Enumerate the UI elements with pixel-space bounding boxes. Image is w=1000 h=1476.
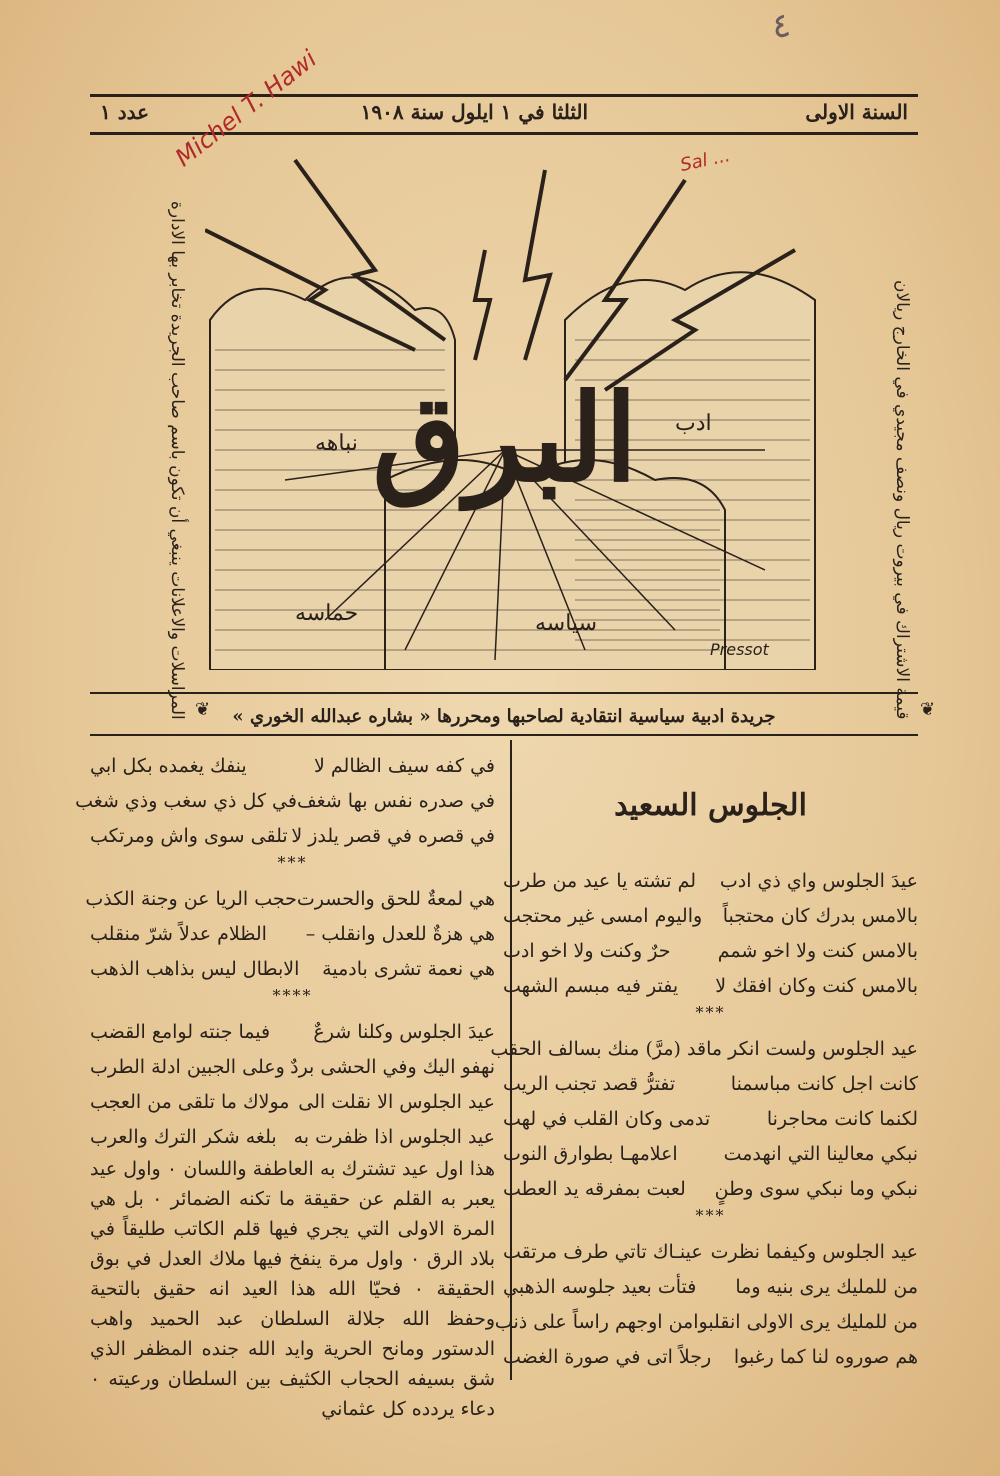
- cloud-label-3: سياسه: [535, 611, 598, 636]
- verse-line: لكنما كانت محاجرنا تدمى وكان القلب في لهب: [503, 1107, 918, 1130]
- subscription-info: [800, 200, 940, 720]
- verse-line: عيدَ الجلوس واي ذي ادب لم تشته يا عيد من طرب: [503, 869, 918, 892]
- engraver-signature: Pressot: [710, 640, 769, 659]
- correspondence-text: المراسلات والاعلانات ينبغي أن تكون باسم صاحب الجريدة تخابر بها الادارة: [166, 201, 187, 720]
- masthead-title: البرق: [372, 368, 638, 509]
- poem-stanza: [85, 881, 495, 986]
- cloud-label-1: نباهه: [315, 431, 358, 456]
- handwritten-page-number: ٤: [769, 4, 793, 48]
- verse-line: هي نعمة تشرى بادمية الابطال ليس بذاهب الذهب: [90, 957, 495, 980]
- verse-line: عيد الجلوس ولست انكر ما قد (مرَّ) منك بسالف الحقب: [490, 1037, 918, 1060]
- verse-line: عيدَ الجلوس وكلنا شرعٌ فيما جنته لوامع القضب: [90, 1020, 495, 1043]
- stanza-separator: ***: [695, 1003, 726, 1022]
- lightning-clouds-illustration: [205, 150, 820, 670]
- masthead-engraving: [205, 150, 820, 670]
- verse-line: من للمليك يرى الاولى انقلبوا من اوجهم راساً على ذنب: [494, 1310, 918, 1333]
- verse-line: نبكي وما نبكي سوى وطنٍ لعبت بمفرقه يد العطب: [503, 1177, 918, 1200]
- masthead-date: الثلثا في ١ ايلول سنة ١٩٠٨: [360, 100, 588, 124]
- owner-signature-red: Michel T. Hawi: [170, 44, 322, 173]
- subtitle-top-rule: [90, 692, 918, 694]
- editorial-text: هذا اول عيد تشترك به العاطفة واللسان ٠ واول عيد يعبر به القلم عن حقيقة ما تكنه الضمائر ٠ بل هي المرة الاولى التي يجري فيها قلم الكاتب طليقاً في بلاد الرق ٠ واول مرة ينفخ فيها ملاك العدل في بوق الحقيقة ٠ فحيّا الله هذا العيد انه حقيق بالتحية وحفظ الله جلالة السلطان عبد الحميد واهب الدستور ومانح الحرية وايد الله جنده المظفر الذي شق بسيفه الحجاب الكثيف بين السلطان ورعيته ٠ دعاء يردده كل عثماني: [90, 1158, 496, 1420]
- poem-title: الجلوس السعيد: [614, 788, 807, 823]
- newspaper-subtitle: جريدة ادبية سياسية انتقادية لصاحبها ومحررها « بشاره عبدالله الخوري »: [232, 706, 776, 727]
- cloud-label-2: حماسه: [295, 601, 359, 626]
- verse-line: بالامس كنت ولا اخو شمم حرٌ وكنت ولا اخو ادب: [503, 939, 918, 962]
- verse-line: من للمليك يرى بنيه وما فتأت بعيد جلوسه الذهبي: [503, 1275, 918, 1298]
- verse-line: عيد الجلوس اذا ظفرت به بلغه شكر الترك والعرب: [90, 1125, 495, 1148]
- verse-line: نهفو اليك وفي الحشى بردٌ وعلى الجبين ادلة الطرب: [90, 1055, 495, 1078]
- editorial-paragraph: [90, 1154, 495, 1424]
- verse-line: بالامس بدرك كان محتجباً واليوم امسى غير محتجب: [503, 904, 918, 927]
- correspondence-info: [105, 200, 215, 720]
- right-column: [490, 740, 918, 1476]
- subtitle-bottom-rule: [90, 734, 918, 736]
- verse-line: نبكي معالينا التي انهدمت اعلامهـا بطوارق النوب: [503, 1142, 918, 1165]
- masthead-issue: عدد ١: [100, 100, 150, 124]
- verse-line: في قصره في قصر يلدز لا تلقى سوى واش ومرتكب: [90, 824, 495, 847]
- stanza-separator: ****: [272, 986, 313, 1005]
- verse-line: في كفه سيف الظالم لا ينفك يغمده بكل ابي: [90, 754, 495, 777]
- verse-line: في صدره نفس بها شغف في كل ذي سغب وذي شغب: [75, 789, 495, 812]
- verse-line: عيد الجلوس وكيفما نظرت عينـاك تاتي طرف مرتقب: [503, 1240, 918, 1263]
- verse-line: هي لمعةٌ للحق والحسرت حجب الريا عن وجنة الكذب: [85, 887, 495, 910]
- verse-line: هي هزةٌ للعدل وانقلب – الظلام عدلاً شرّ منقلب: [90, 922, 495, 945]
- masthead-year: السنة الاولى: [805, 100, 908, 124]
- poem-stanza: [75, 748, 495, 853]
- ornament-icon: ❦: [917, 699, 938, 720]
- poem-stanza: [490, 1031, 918, 1206]
- cloud-label-0: ادب: [675, 411, 712, 436]
- poem-stanza: [494, 1234, 918, 1374]
- left-column: [75, 740, 496, 1476]
- poem-stanza: [503, 863, 918, 1003]
- stanza-separator: ***: [695, 1206, 726, 1225]
- red-scribble-signature: Sal ...: [678, 144, 732, 177]
- verse-line: كانت اجل كانت مباسمنا تفترُّ قصد تجنب الريب: [503, 1072, 918, 1095]
- verse-line: عيد الجلوس الا نقلت الى مولاك ما تلقى من العجب: [90, 1090, 495, 1113]
- ornament-icon: ❦: [192, 699, 213, 720]
- verse-line: هم صوروه لنا كما رغبوا رجلاً اتى في صورة الغضب: [503, 1345, 918, 1368]
- stanza-separator: ***: [277, 853, 308, 872]
- poem-stanza: [90, 1014, 495, 1154]
- verse-line: بالامس كنت وكان افقك لا يفتر فيه مبسم الشهب: [503, 974, 918, 997]
- subscription-text: قيمة الاشتراك في بيروت ريال ونصف مجيدي في الخارج ريالان: [891, 280, 912, 720]
